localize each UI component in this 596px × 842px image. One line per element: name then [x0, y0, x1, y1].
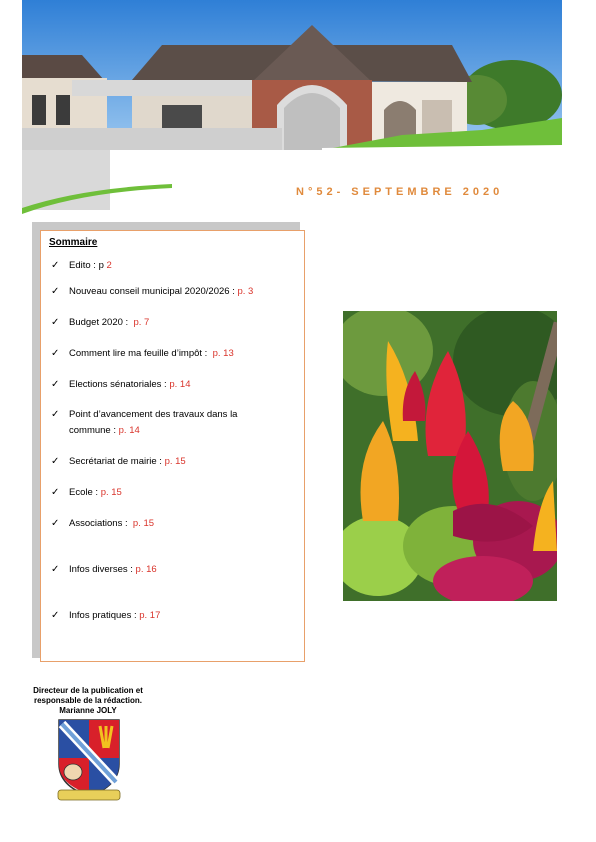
toc-item[interactable]: ✓ Infos diverses : p. 16	[69, 562, 289, 578]
checkmark-icon: ✓	[51, 610, 60, 621]
green-wave	[22, 178, 182, 218]
toc-item[interactable]: ✓ Associations : p. 15	[69, 516, 289, 532]
checkmark-icon: ✓	[51, 456, 60, 467]
flower-photo	[343, 311, 557, 601]
toc-item[interactable]: ✓ Infos pratiques : p. 17	[69, 608, 289, 624]
checkmark-icon: ✓	[51, 260, 60, 271]
toc-item[interactable]: ✓ Secrétariat de mairie : p. 15	[69, 454, 289, 470]
coat-of-arms-logo	[56, 718, 122, 804]
issue-title: N°52- SEPTEMBRE 2020	[296, 186, 504, 198]
table-of-contents	[40, 230, 305, 662]
checkmark-icon: ✓	[51, 487, 60, 498]
toc-item[interactable]: ✓ Ecole : p. 15	[69, 485, 289, 501]
toc-item[interactable]: ✓ Elections sénatoriales : p. 14	[69, 377, 289, 393]
toc-title: Sommaire	[49, 237, 98, 248]
toc-item[interactable]: ✓ Edito : p 2	[69, 258, 289, 274]
checkmark-icon: ✓	[51, 518, 60, 529]
toc-item[interactable]: ✓ Budget 2020 : p. 7	[69, 315, 289, 331]
toc-item[interactable]: ✓ Comment lire ma feuille d’impôt : p. 13	[69, 346, 289, 362]
publication-credit: Directeur de la publication et responsable de la rédaction. Marianne JOLY	[33, 686, 143, 715]
banner-photo	[22, 0, 562, 150]
checkmark-icon: ✓	[51, 409, 60, 420]
toc-item[interactable]: ✓ Nouveau conseil municipal 2020/2026 : p. 3	[69, 284, 289, 300]
checkmark-icon: ✓	[51, 564, 60, 575]
checkmark-icon: ✓	[51, 379, 60, 390]
checkmark-icon: ✓	[51, 348, 60, 359]
checkmark-icon: ✓	[51, 317, 60, 328]
checkmark-icon: ✓	[51, 286, 60, 297]
toc-item[interactable]: ✓ Point d’avancement des travaux dans la commune : p. 14	[51, 409, 238, 436]
